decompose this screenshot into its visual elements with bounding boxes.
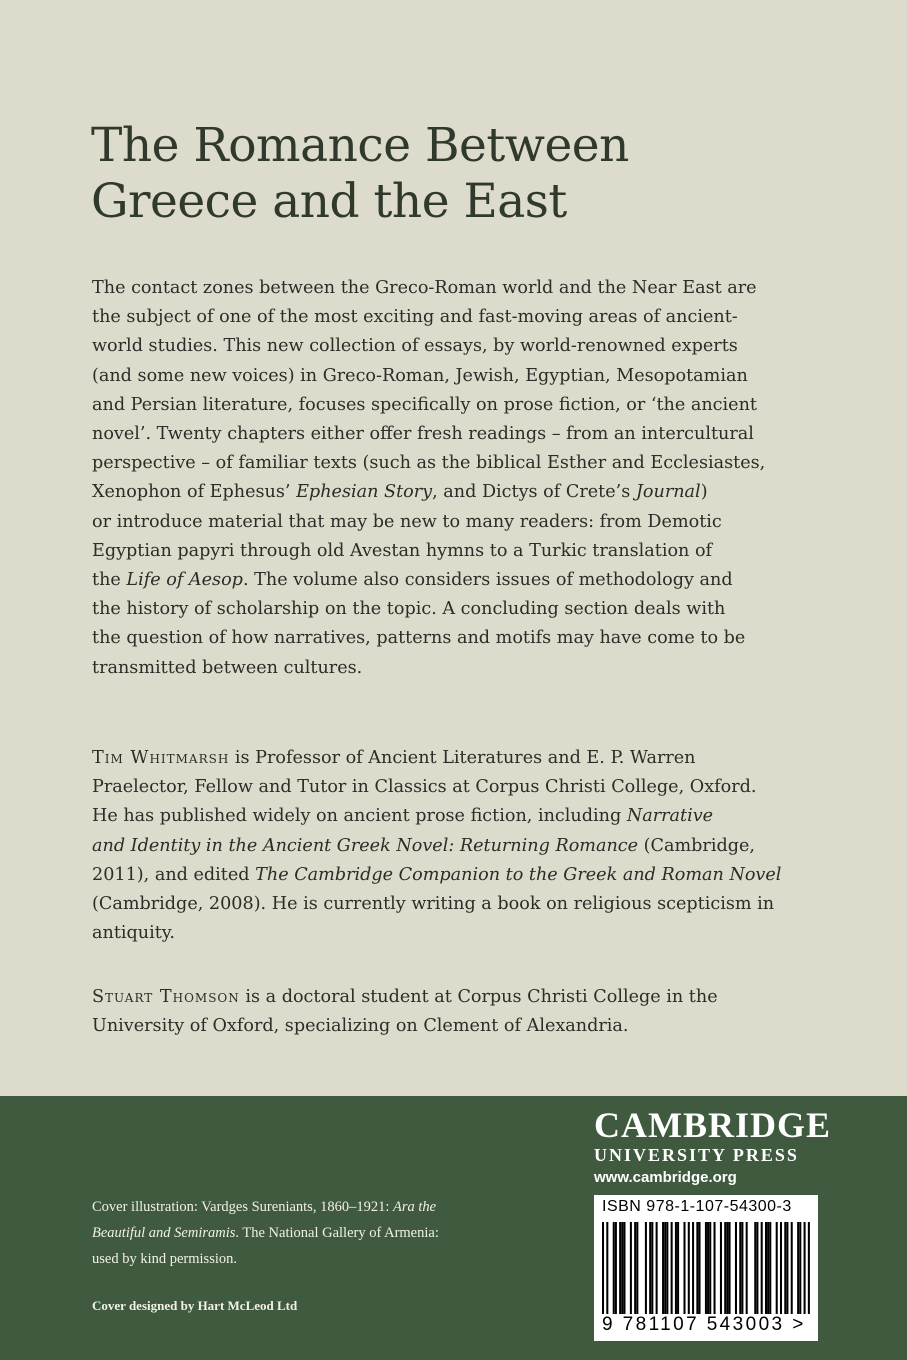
- barcode: [594, 1195, 818, 1341]
- publisher-logo: CAMBRIDGE UNIVERSITY PRESS www.cambridge.org: [594, 1105, 832, 1186]
- book-description: [92, 274, 766, 683]
- isbn-label: ISBN 978-1-107-54300-3: [602, 1198, 792, 1215]
- barcode-bars: [602, 1222, 810, 1314]
- barcode-digits: 9 781107 543003 >: [602, 1314, 806, 1335]
- blurb-line: and Persian literature, focuses specifically on prose fiction, or ‘the ancient: [92, 394, 757, 415]
- blurb-line: the subject of one of the most exciting and fast-moving areas of ancient-: [92, 307, 738, 328]
- editor-bio-thomson: Stuart Thomson is a doctoral student at Corpus Christi College in the University of Oxford, specializing on Clement of Alexandria.: [92, 987, 718, 1037]
- footer-band: [0, 1096, 907, 1360]
- blurb-line: world studies. This new collection of essays, by world-renowned experts: [92, 336, 738, 357]
- editor-name: Tim Whitmarsh: [92, 748, 230, 768]
- editor-bio-whitmarsh: Tim Whitmarsh is Professor of Ancient Literatures and E. P. Warren Praelector, Fellow and Tutor in Classics at Corpus Christi College, Oxford. He has published widely on ancient prose fiction, including Narrative and Identity in the Ancient Greek Novel: Returning Romance (Cambridge, 2011), and edited The Cambridge Companion to the Greek and Roman Novel (Cambridge, 2008). He is currently writing a book on religious scepticism in antiquity.: [92, 748, 782, 944]
- blurb-line: the history of scholarship on the topic. A concluding section deals with: [92, 599, 726, 620]
- cover-credit: Cover illustration: Vardges Sureniants, 1860–1921: Ara the Beautiful and Semiramis. The National Gallery of Armenia: used by kind permission.: [92, 1199, 439, 1267]
- blurb-line: novel’. Twenty chapters either offer fresh readings – from an intercultural: [92, 424, 754, 445]
- blurb-line: Egyptian papyri through old Avestan hymns to a Turkic translation of: [92, 540, 713, 561]
- title-line-2: Greece and the East: [91, 174, 567, 229]
- blurb-line: (and some new voices) in Greco-Roman, Jewish, Egyptian, Mesopotamian: [92, 365, 748, 386]
- publisher-url: www.cambridge.org: [594, 1169, 737, 1186]
- blurb-line: The contact zones between the Greco-Roman world and the Near East are: [92, 278, 757, 298]
- title-line-1: The Romance Between: [91, 118, 629, 173]
- editor-name: Stuart Thomson: [92, 987, 240, 1007]
- blurb-line: the Life of Aesop. The volume also considers issues of methodology and: [92, 570, 733, 591]
- book-title: [91, 118, 629, 230]
- blurb-line: or introduce material that may be new to many readers: from Demotic: [92, 511, 722, 532]
- blurb-line: Xenophon of Ephesus’ Ephesian Story, and Dictys of Crete’s Journal): [92, 482, 708, 503]
- blurb-line: the question of how narratives, patterns and motifs may have come to be: [92, 628, 746, 649]
- blurb-line: transmitted between cultures.: [92, 657, 363, 678]
- blurb-line: perspective – of familiar texts (such as the biblical Esther and Ecclesiastes,: [92, 453, 766, 474]
- designer-credit: Cover designed by Hart McLeod Ltd: [92, 1298, 298, 1313]
